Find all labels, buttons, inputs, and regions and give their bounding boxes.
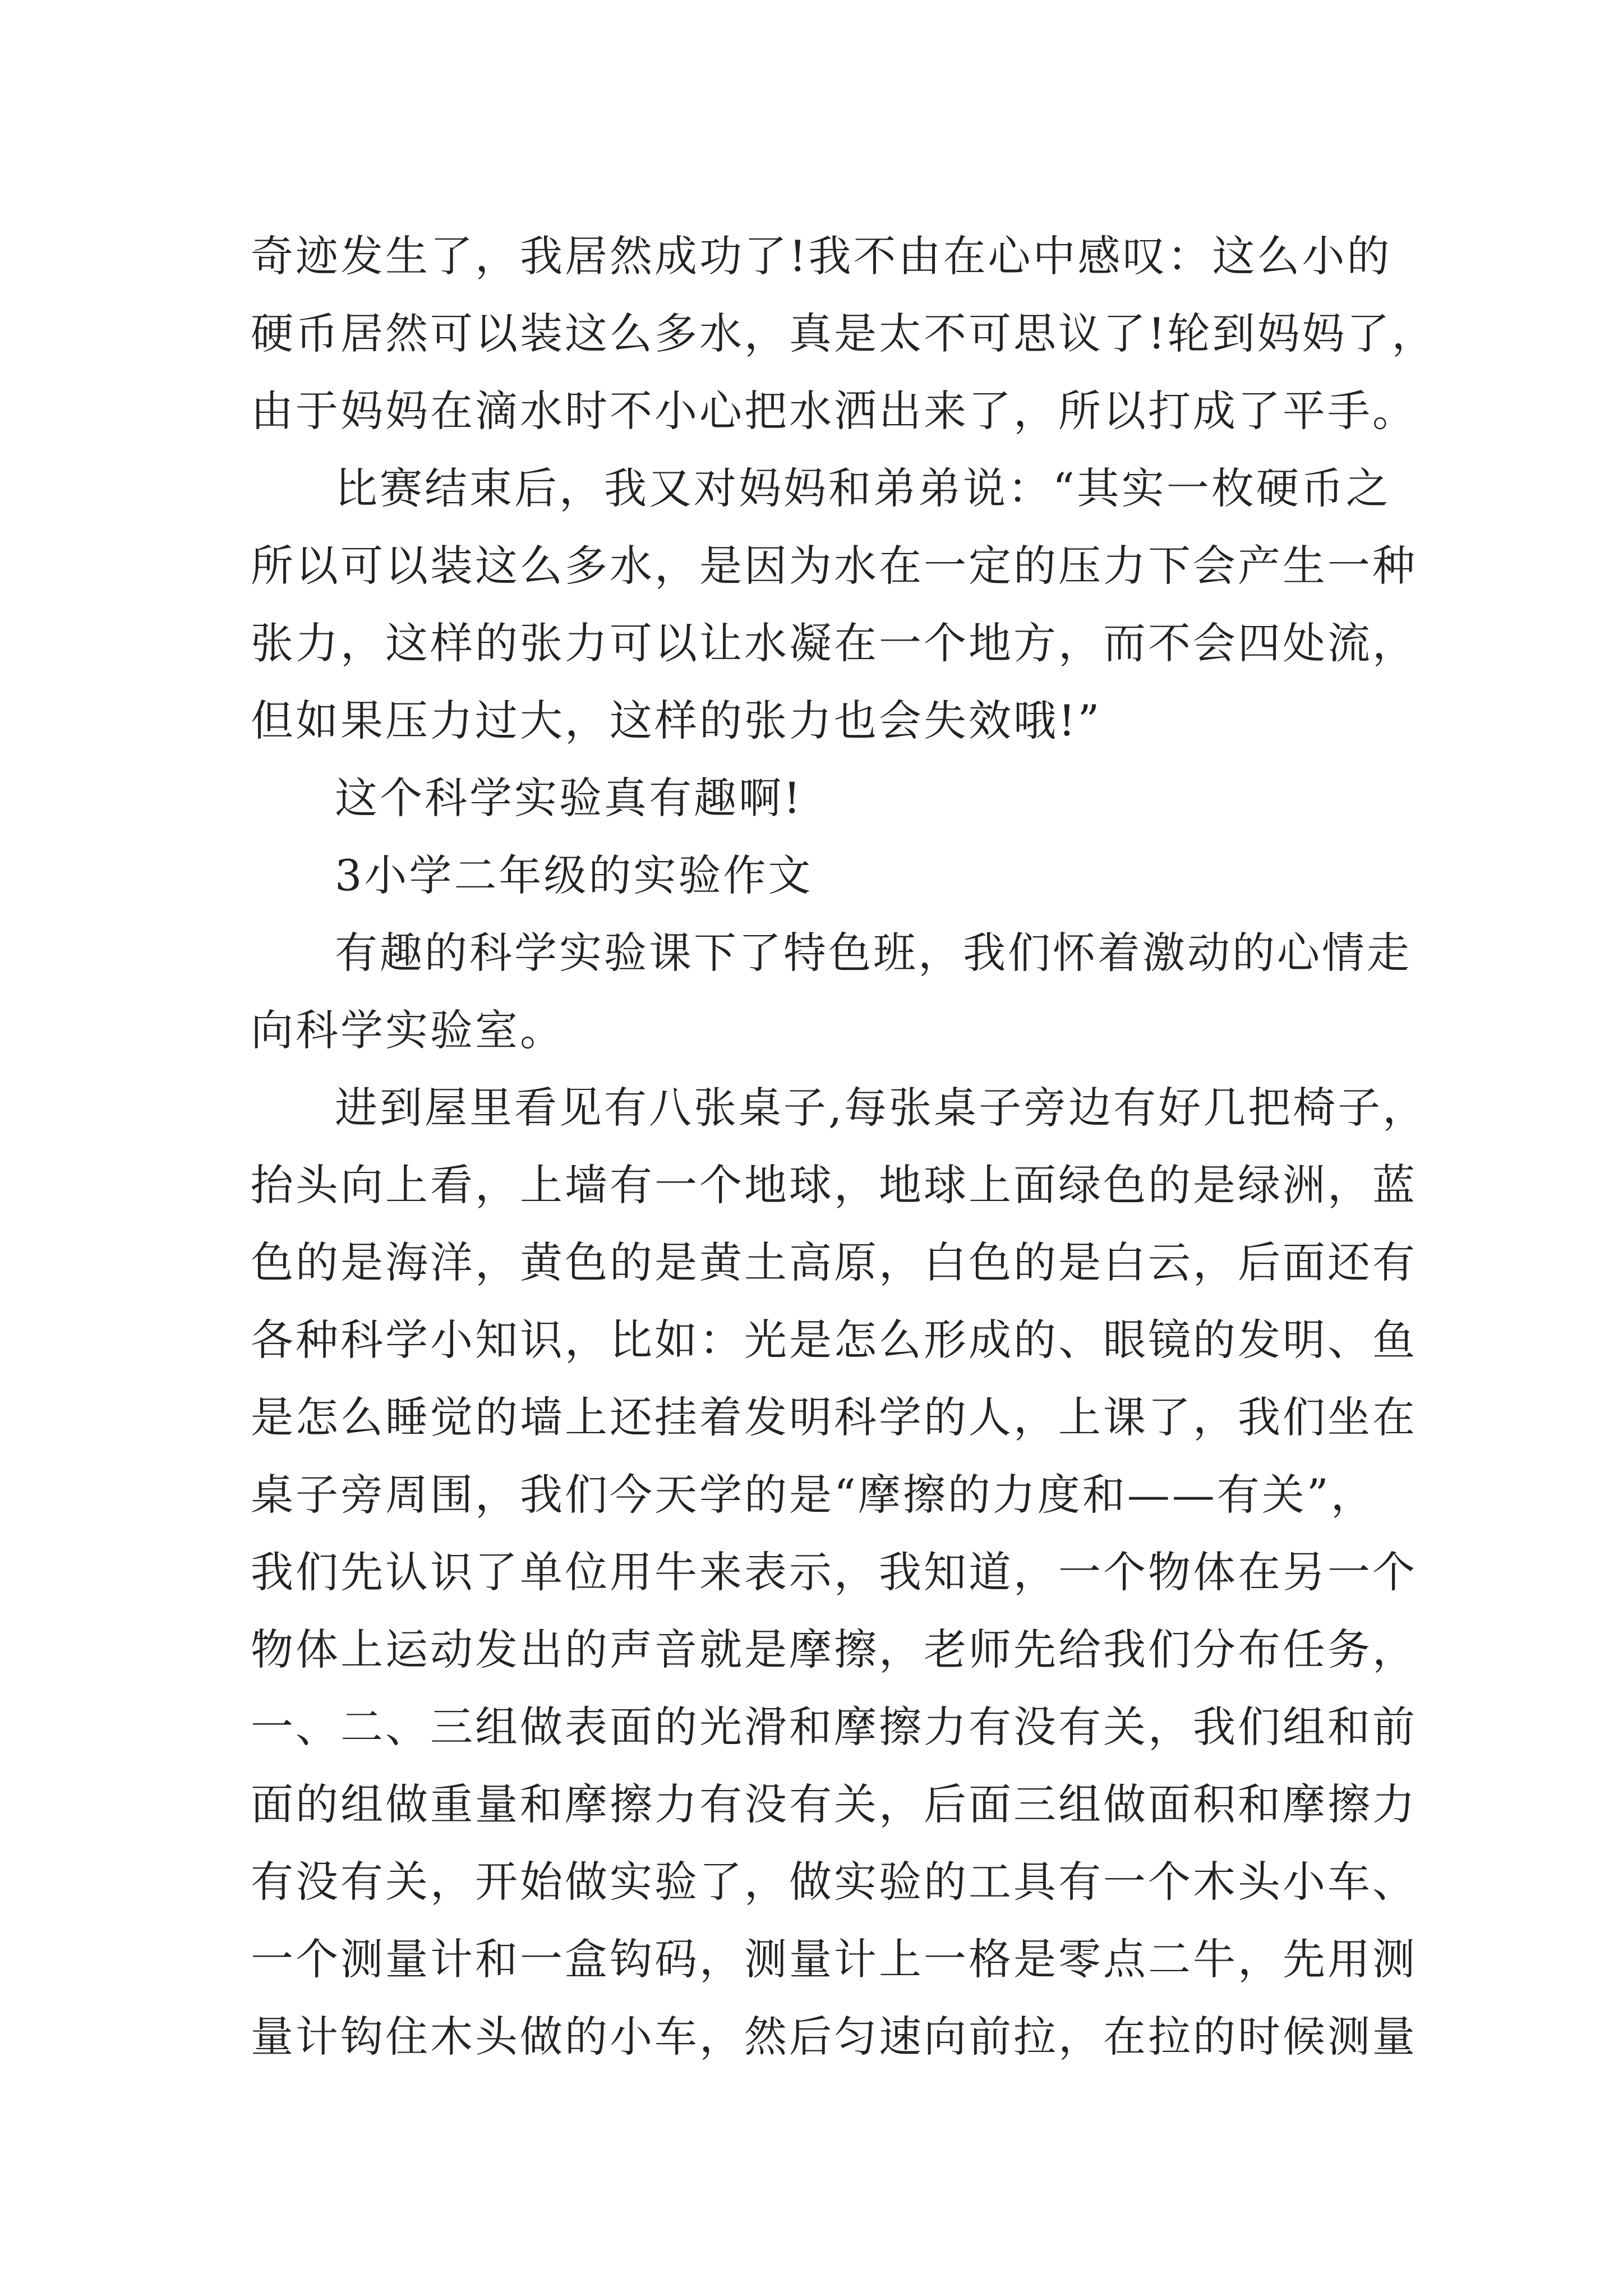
text-line: 物体上运动发出的声音就是摩擦，老师先给我们分布任务， bbox=[251, 1625, 1417, 1674]
text-line: 奇迹发生了，我居然成功了!我不由在心中感叹：这么小的 bbox=[251, 231, 1392, 281]
text-line: 张力，这样的张力可以让水凝在一个地方，而不会四处流， bbox=[251, 618, 1417, 668]
text-line: 我们先认识了单位用牛来表示，我知道，一个物体在另一个 bbox=[251, 1547, 1417, 1597]
text-line: 所以可以装这么多水，是因为水在一定的压力下会产生一种 bbox=[251, 541, 1417, 591]
text-line: 硬币居然可以装这么多水，真是太不可思议了!轮到妈妈了， bbox=[251, 309, 1437, 358]
essay-text bbox=[251, 218, 1437, 2076]
text-line: 向科学实验室。 bbox=[251, 1005, 565, 1055]
text-line: 一、二、三组做表面的光滑和摩擦力有没有关，我们组和前 bbox=[251, 1702, 1417, 1752]
section-heading: 3小学二年级的实验作文 bbox=[335, 850, 813, 900]
text-line: 色的是海洋，黄色的是黄土高原，白色的是白云，后面还有 bbox=[251, 1237, 1417, 1287]
text-line: 桌子旁周围，我们今天学的是“摩擦的力度和——有关”， bbox=[251, 1470, 1376, 1520]
text-line: 有没有关，开始做实验了，做实验的工具有一个木头小车、 bbox=[251, 1857, 1417, 1907]
text-line: 由于妈妈在滴水时不小心把水洒出来了，所以打成了平手。 bbox=[251, 386, 1417, 436]
text-line: 比赛结束后，我又对妈妈和弟弟说：“其实一枚硬币之 bbox=[335, 463, 1391, 513]
text-line: 面的组做重量和摩擦力有没有关，后面三组做面积和摩擦力 bbox=[251, 1779, 1417, 1829]
text-line: 抬头向上看，上墙有一个地球，地球上面绿色的是绿洲，蓝 bbox=[251, 1160, 1417, 1210]
text-line: 这个科学实验真有趣啊! bbox=[335, 773, 803, 823]
text-line: 进到屋里看见有八张桌子,每张桌子旁边有好几把椅子， bbox=[335, 1083, 1428, 1133]
text-line: 是怎么睡觉的墙上还挂着发明科学的人，上课了，我们坐在 bbox=[251, 1392, 1417, 1442]
text-line: 但如果压力过大，这样的张力也会失效哦!” bbox=[251, 696, 1102, 746]
text-line: 一个测量计和一盒钩码，测量计上一格是零点二牛，先用测 bbox=[251, 1934, 1417, 1984]
text-line: 有趣的科学实验课下了特色班，我们怀着激动的心情走 bbox=[335, 928, 1412, 978]
text-line: 各种科学小知识，比如：光是怎么形成的、眼镜的发明、鱼 bbox=[251, 1315, 1417, 1365]
text-line: 量计钩住木头做的小车，然后匀速向前拉，在拉的时候测量 bbox=[251, 2012, 1417, 2062]
